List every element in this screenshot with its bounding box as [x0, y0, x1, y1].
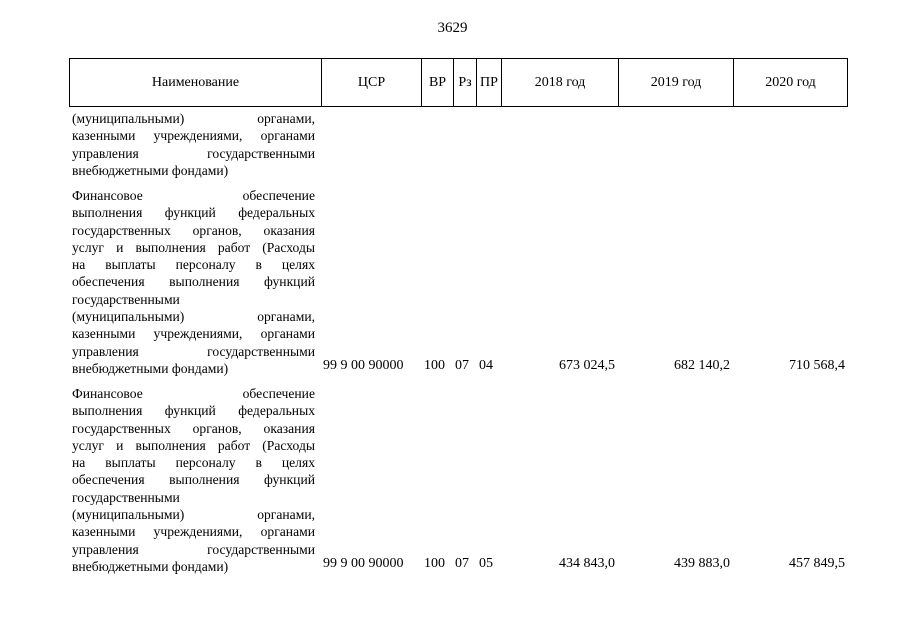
name-line: государственными: [72, 489, 180, 505]
row-1-rz: 07: [455, 358, 469, 373]
name-line: услуг и выполнения работ (Расходы: [72, 239, 315, 255]
column-header-vr: ВР: [421, 59, 453, 106]
name-line: услуг и выполнения работ (Расходы: [72, 437, 315, 453]
name-line: (муниципальными) органами,: [72, 309, 315, 325]
page-number: 3629: [437, 20, 468, 36]
row-1-vr: 100: [424, 358, 445, 373]
name-line: казенными учреждениями, органами: [72, 128, 315, 144]
name-line: Финансовое обеспечение: [72, 188, 315, 203]
name-line: обеспечения выполнения функций: [72, 274, 315, 290]
name-line: внебюджетными фондами): [72, 360, 229, 376]
row-2-pr: 05: [479, 556, 493, 571]
row-1-2019: 682 140,2: [674, 358, 730, 373]
name-line: внебюджетными фондами): [72, 162, 229, 178]
name-line: казенными учреждениями, органами: [72, 326, 315, 342]
column-header-csr: ЦСР: [321, 59, 421, 106]
column-header-2020: 2020 год: [733, 59, 847, 106]
name-line: государственных органов, оказания: [72, 222, 315, 238]
name-line: управления государственными: [72, 145, 315, 161]
name-line: казенными учреждениями, органами: [72, 524, 315, 540]
name-line: выполнения функций федеральных: [72, 205, 315, 221]
row-1-csr: 99 9 00 90000: [323, 358, 404, 373]
row-2-csr: 99 9 00 90000: [323, 556, 404, 571]
name-line: Финансовое обеспечение: [72, 386, 315, 401]
name-line: (муниципальными) органами,: [72, 111, 315, 126]
row-2-vr: 100: [424, 556, 445, 571]
row-1-pr: 04: [479, 358, 493, 373]
name-line: обеспечения выполнения функций: [72, 472, 315, 488]
name-line: управления государственными: [72, 343, 315, 359]
column-header-pr: ПР: [476, 59, 501, 106]
name-line: на выплаты персоналу в целях: [72, 455, 315, 471]
column-header-name: Наименование: [151, 75, 240, 90]
row-1-2020: 710 568,4: [789, 358, 845, 373]
table-header: [69, 58, 848, 107]
column-header-2019: 2019 год: [618, 59, 733, 106]
column-header-2018: 2018 год: [501, 59, 618, 106]
row-1-name-cell: [72, 187, 315, 377]
name-line: (муниципальными) органами,: [72, 507, 315, 523]
row-2-2018: 434 843,0: [559, 556, 615, 571]
row-2-name-cell: [72, 385, 315, 575]
name-line: внебюджетными фондами): [72, 558, 229, 574]
row-2-2020: 457 849,5: [789, 556, 845, 571]
name-line: на выплаты персоналу в целях: [72, 257, 315, 273]
name-line: управления государственными: [72, 541, 315, 557]
name-line: государственных органов, оказания: [72, 420, 315, 436]
column-header-rz: Рз: [453, 59, 476, 106]
row-2-2019: 439 883,0: [674, 556, 730, 571]
name-line: государственными: [72, 291, 180, 307]
row-2-rz: 07: [455, 556, 469, 571]
row-1-2018: 673 024,5: [559, 358, 615, 373]
continuation-name-cell: [72, 110, 315, 179]
name-line: выполнения функций федеральных: [72, 403, 315, 419]
